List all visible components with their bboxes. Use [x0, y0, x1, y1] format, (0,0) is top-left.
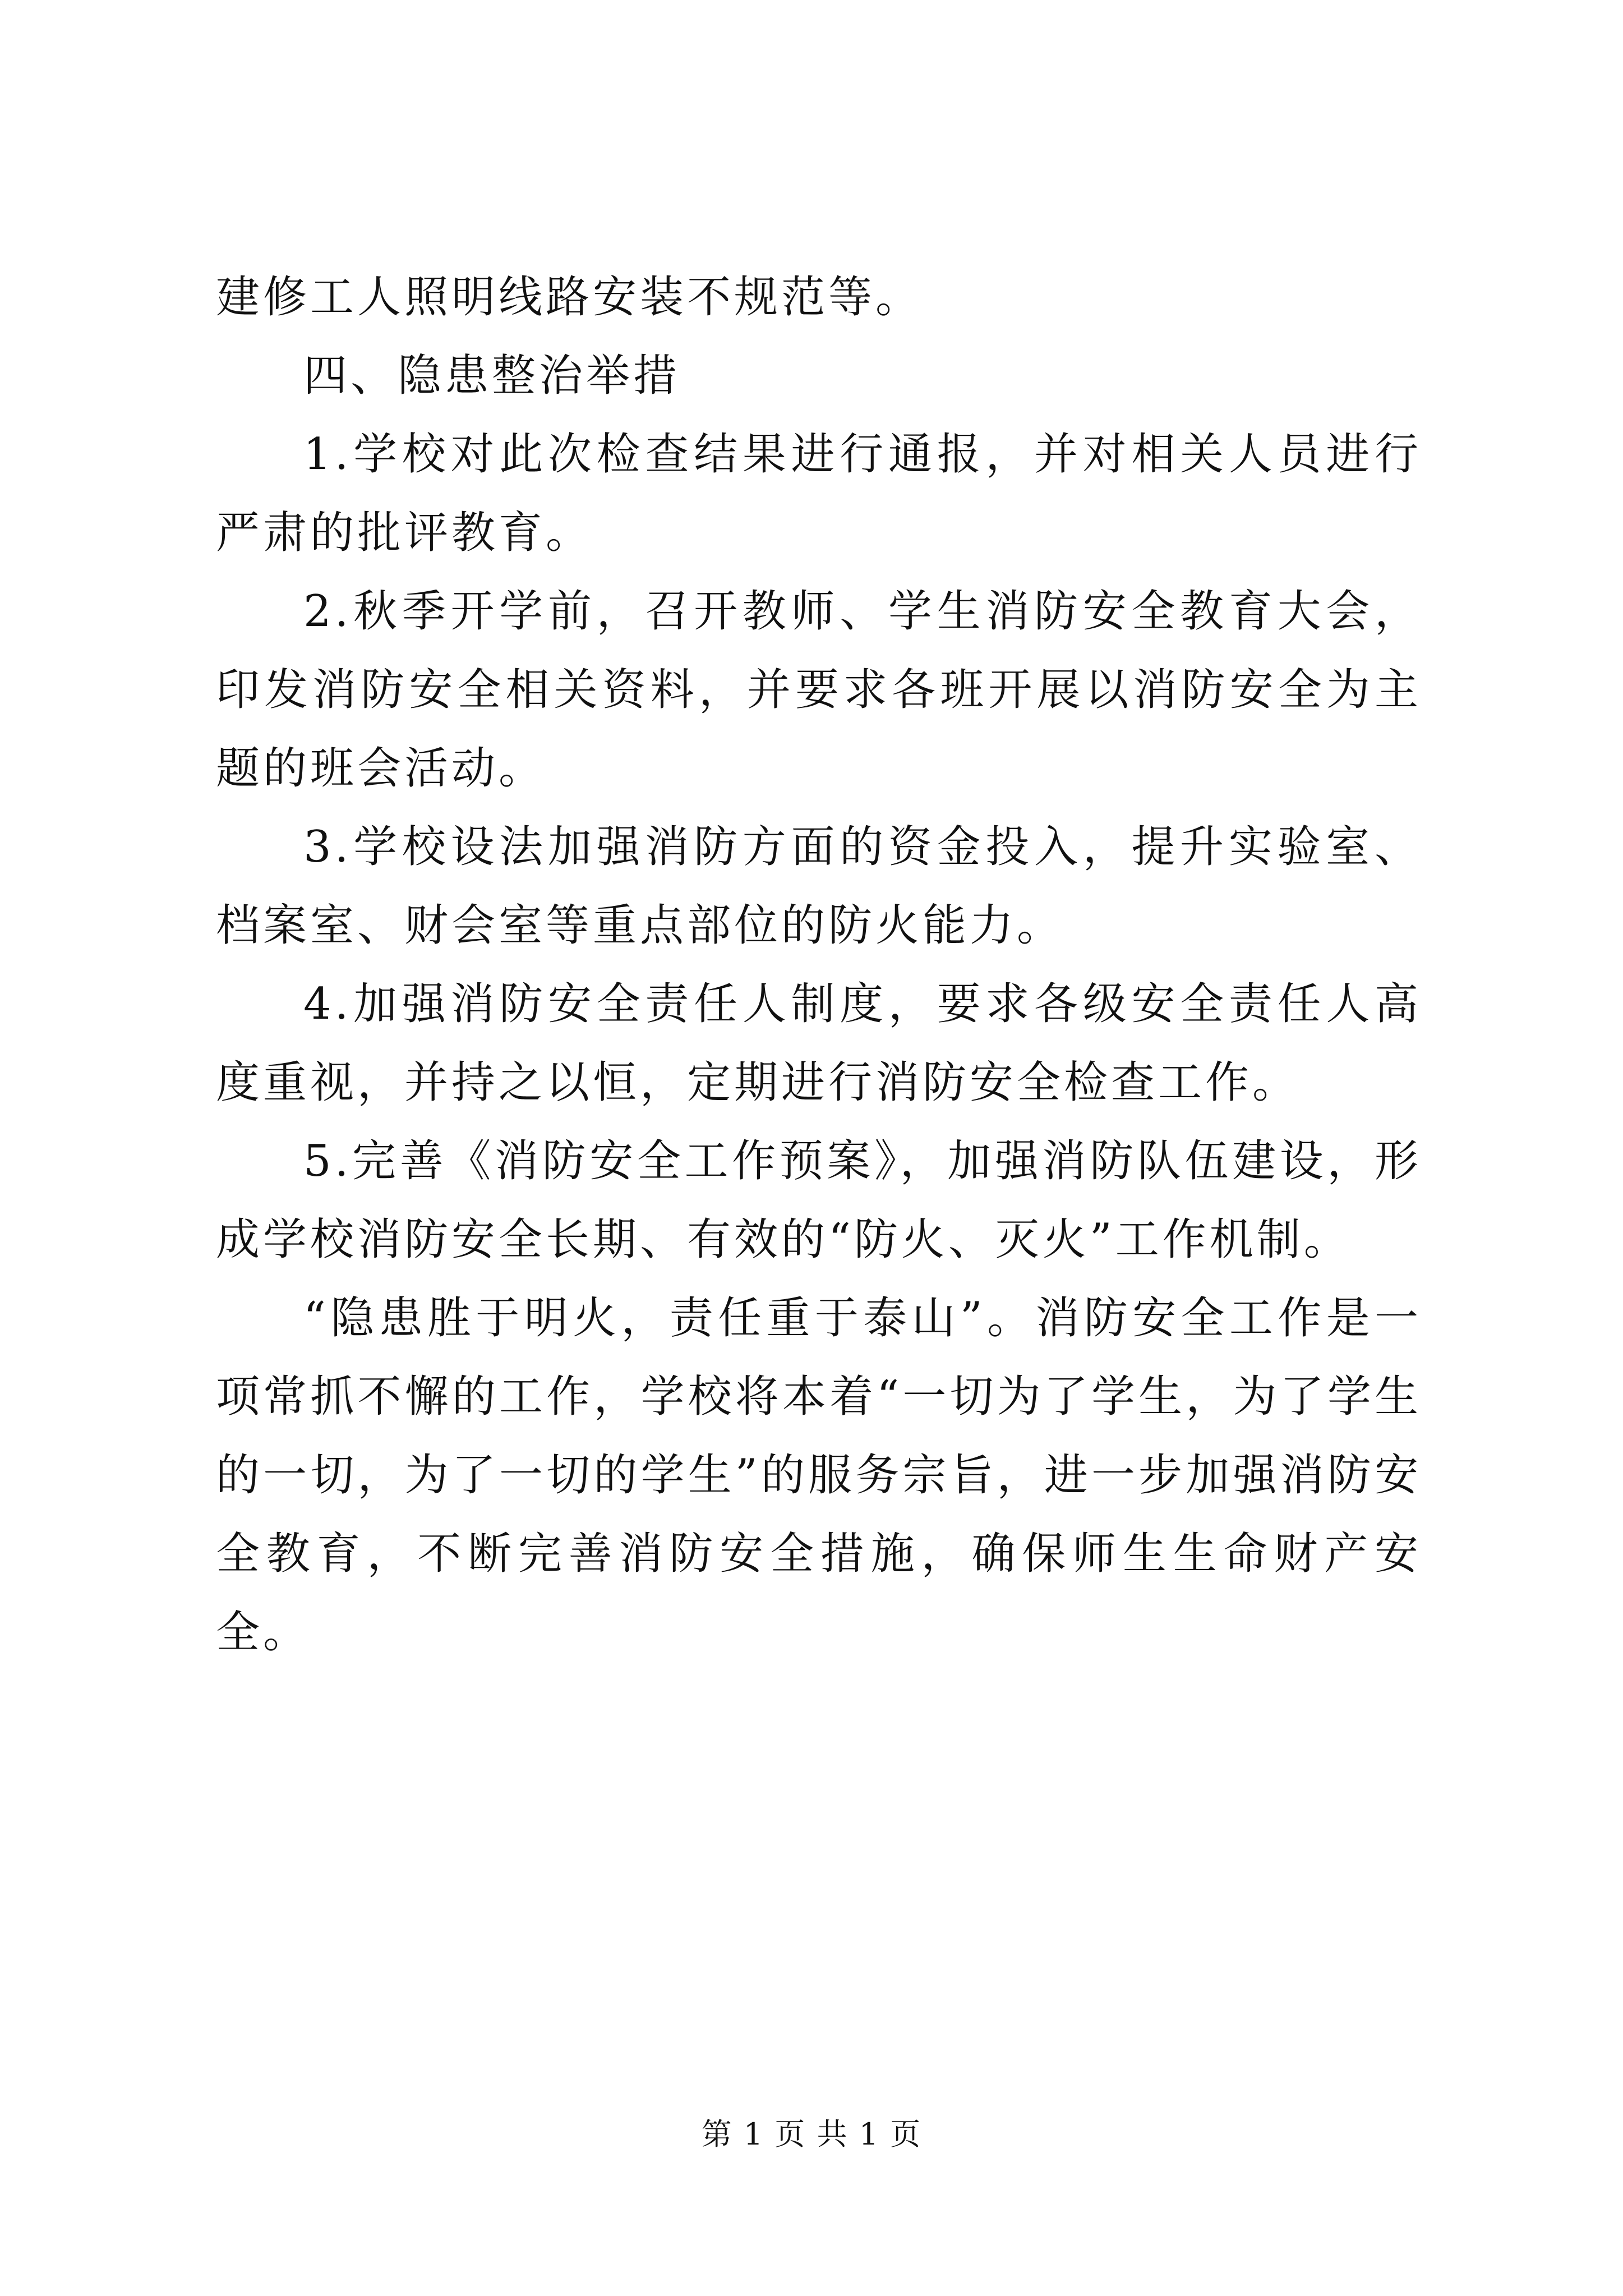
list-item-1: 1.学校对此次检查结果进行通报，并对相关人员进行严肃的批评教育。: [216, 429, 1422, 558]
paragraph-continuation: 建修工人照明线路安装不规范等。: [216, 272, 923, 323]
list-item-3: 3.学校设法加强消防方面的资金投入，提升实验室、档案室、财会室等重点部位的防火能力。: [216, 822, 1422, 951]
section-heading: 四、隐患整治举措: [303, 351, 681, 401]
closing-paragraph: “隐患胜于明火，责任重于泰山”。消防安全工作是一项常抓不懈的工作，学校将本着“一切为了学生，为了学生的一切，为了一切的学生”的服务宗旨，进一步加强消防安全教育，不断完善消防安全措施，确保师生生命财产安全。: [216, 1293, 1422, 1658]
list-item-5: 5.完善《消防安全工作预案》，加强消防队伍建设，形成学校消防安全长期、有效的“防火、灭火”工作机制。: [216, 1136, 1422, 1265]
list-item-2: 2.秋季开学前，召开教师、学生消防安全教育大会，印发消防安全相关资料，并要求各班开展以消防安全为主题的班会活动。: [216, 586, 1422, 794]
list-item-4: 4.加强消防安全责任人制度，要求各级安全责任人高度重视，并持之以恒，定期进行消防安全检查工作。: [216, 979, 1422, 1108]
document-body: [216, 258, 1422, 1672]
page-footer: 第 1 页 共 1 页: [701, 2116, 922, 2152]
